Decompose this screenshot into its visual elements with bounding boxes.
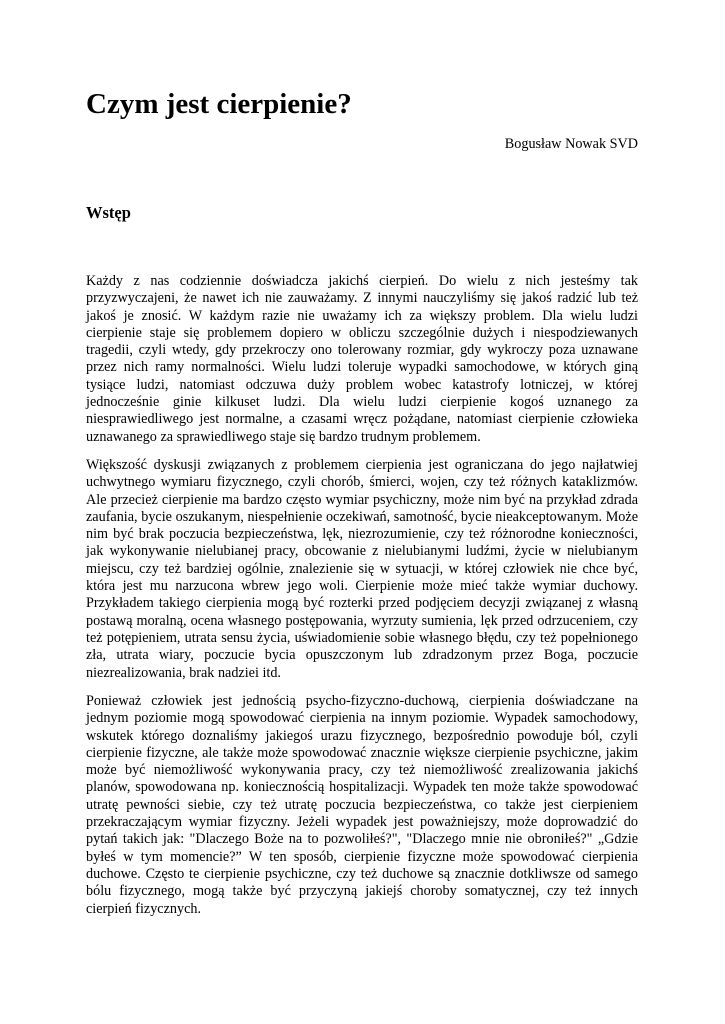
paragraph: Każdy z nas codziennie doświadcza jakichś cierpień. Do wielu z nich jesteśmy tak przyzwyczajeni, że nawet ich nie zauważamy. Z innymi nauczyliśmy się jakoś radzić lub też jakoś je znosić. W każdym razie nie uważamy ich za większy problem. Dla wielu ludzi cierpienie staje się problemem dopiero w obliczu szczególnie dużych i niespodziewanych tragedii, czyli wtedy, gdy przekroczy ono tolerowany rozmiar, gdy wykroczy poza uznawane przez nich ramy normalności. Wielu ludzi toleruje wypadki samochodowe, w których giną tysiące ludzi, natomiast odczuwa duży problem wobec katastrofy lotniczej, w której jednocześnie ginie kilkuset ludzi. Dla wielu ludzi cierpienie kogoś uznanego za niesprawiedliwego jest normalne, a czasami wręcz pożądane, natomiast cierpienie człowieka uznawanego za sprawiedliwego staje się bardzo trudnym problemem. (86, 273, 638, 445)
paragraph: Ponieważ człowiek jest jednością psycho-fizyczno-duchową, cierpienia doświadczane na jednym poziomie mogą spowodować cierpienia na innym poziomie. Wypadek samochodowy, wskutek którego doznaliśmy jakiegoś urazu fizycznego, bezpośrednio powoduje ból, czyli cierpienie fizyczne, ale także może spowodować znacznie większe cierpienie psychiczne, jakim może być niemożliwość wykonywania pracy, czy też niemożliwość zrealizowania jakichś planów, spowodowana np. koniecznością hospitalizacji. Wypadek ten może także spowodować utratę pewności siebie, czy też utratę poczucia bezpieczeństwa, co także jest cierpieniem przekraczającym wymiar fizyczny. Jeżeli wypadek jest poważniejszy, może doprowadzić do pytań takich jak: "Dlaczego Boże na to pozwoliłeś?", "Dlaczego mnie nie obroniłeś?" „Gdzie byłeś w tym momencie?” W ten sposób, cierpienie fizyczne może spowodować cierpienia duchowe. Często te cierpienie psychiczne, czy też duchowe są znacznie dotkliwsze od samego bólu fizycznego, mogą także być przyczyną jakiejś choroby somatycznej, czy też innych cierpień fizycznych. (86, 693, 638, 917)
document-title: Czym jest cierpienie? (86, 88, 352, 120)
author-name: Bogusław Nowak SVD (504, 136, 638, 152)
section-heading: Wstęp (86, 203, 131, 222)
paragraph: Większość dyskusji związanych z problemem cierpienia jest ograniczana do jego najłatwiej uchwytnego wymiaru fizycznego, czyli chorób, śmierci, wojen, czy też różnych kataklizmów. Ale przecież cierpienie ma bardzo często wymiar psychiczny, może nim być na przykład zdrada zaufania, bycie oszukanym, niespełnienie oczekiwań, samotność, bycie nieakceptowanym. Może nim być brak poczucia bezpieczeństwa, lęk, niezrozumienie, czy też różnorodne konieczności, jak wykonywanie nielubianej pracy, obcowanie z nielubianymi ludźmi, życie w nielubianym miejscu, czy też bardziej ogólnie, znalezienie się w sytuacji, w której człowiek nie chce być, która jest mu narzucona wbrew jego woli. Cierpienie może mieć także wymiar duchowy. Przykładem takiego cierpienia mogą być rozterki przed podjęciem decyzji związanej z własną postawą moralną, ocena własnego postępowania, wyrzuty sumienia, lęk przed odrzuceniem, czy też potępieniem, utrata sensu życia, uświadomienie sobie własnego błędu, czy też popełnionego zła, utrata wiary, poczucie bycia opuszczonym lub zdradzonym przez Boga, poczucie niezrealizowania, brak nadziei itd. (86, 457, 638, 681)
